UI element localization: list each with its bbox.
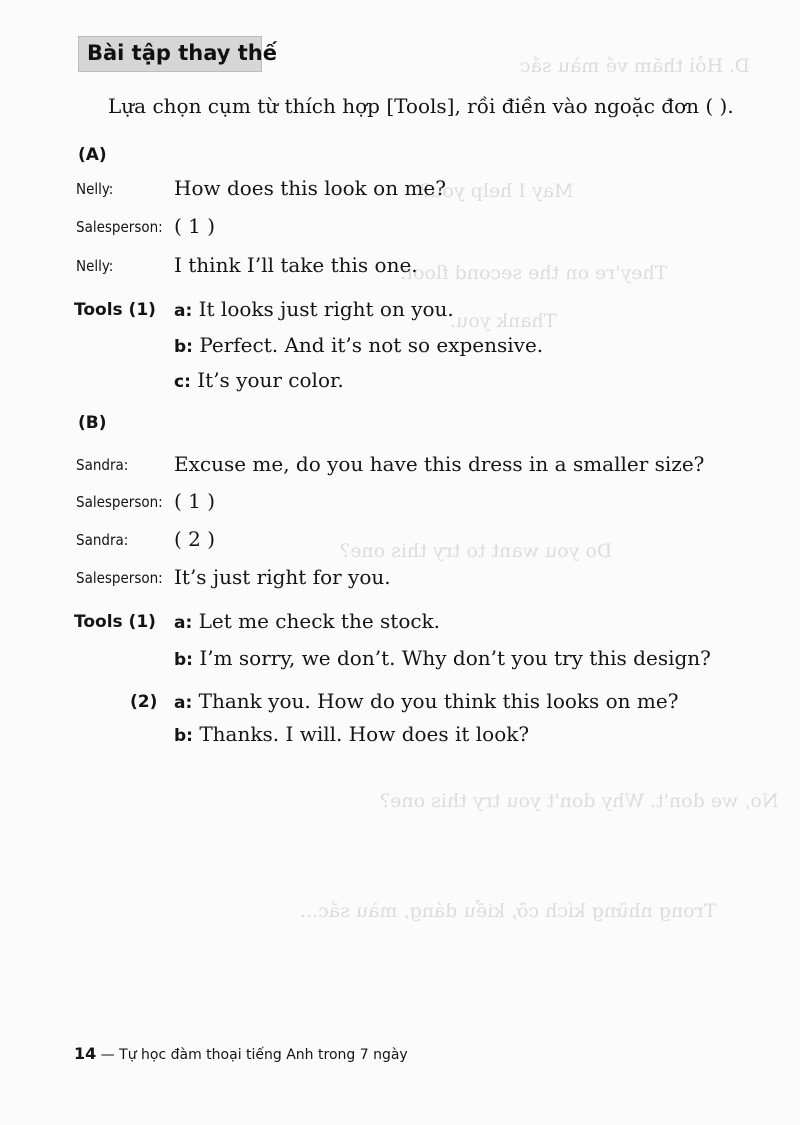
page-number: 14 (74, 1044, 97, 1063)
option-text: Perfect. And it’s not so expensive. (199, 333, 544, 357)
speaker: Salesperson: (76, 218, 163, 236)
option-b (174, 646, 711, 670)
book-title: — Tự học đàm thoại tiếng Anh trong 7 ngày (100, 1047, 408, 1063)
speaker: Salesperson: (76, 569, 163, 587)
option-b (174, 333, 543, 357)
option-text: Thanks. I will. How does it look? (199, 722, 530, 746)
option-key: b: (174, 650, 193, 670)
option-key: a: (174, 301, 193, 321)
option-text: Let me check the stock. (198, 609, 441, 633)
option-key: b: (174, 726, 193, 746)
tools-2-label: (2) (130, 692, 158, 712)
speaker: Nelly: (76, 180, 114, 198)
speaker: Salesperson: (76, 493, 163, 511)
blank-1: ( 1 ) (174, 489, 216, 513)
option-text: Thank you. How do you think this looks on me? (198, 689, 679, 713)
page-footer (74, 1044, 408, 1063)
section-b-label: (B) (78, 413, 107, 433)
option-text: It’s your color. (197, 368, 344, 392)
instruction: Lựa chọn cụm từ thích hợp [Tools], rồi điền vào ngoặc đơn ( ). (108, 94, 734, 118)
speaker: Sandra: (76, 456, 129, 474)
option-key: a: (174, 693, 193, 713)
option-key: b: (174, 337, 193, 357)
option-key: a: (174, 613, 193, 633)
blank-2: ( 2 ) (174, 527, 216, 551)
option-c (174, 368, 344, 392)
option-a (174, 609, 440, 633)
dialogue-line: It’s just right for you. (174, 565, 391, 589)
option-b (174, 722, 529, 746)
dialogue-line: How does this look on me? (174, 176, 446, 200)
speaker: Sandra: (76, 531, 129, 549)
option-key: c: (174, 372, 191, 392)
tools-label: Tools (1) (74, 612, 156, 632)
speaker: Nelly: (76, 257, 114, 275)
option-a (174, 689, 678, 713)
blank-1: ( 1 ) (174, 214, 216, 238)
tools-label: Tools (1) (74, 300, 156, 320)
exercise-title: Bài tập thay thế (78, 36, 262, 72)
dialogue-line: Excuse me, do you have this dress in a smaller size? (174, 452, 705, 476)
option-text: I’m sorry, we don’t. Why don’t you try this design? (199, 646, 711, 670)
option-text: It looks just right on you. (198, 297, 454, 321)
option-a (174, 297, 454, 321)
dialogue-line: I think I’ll take this one. (174, 253, 418, 277)
section-a-label: (A) (78, 145, 107, 165)
